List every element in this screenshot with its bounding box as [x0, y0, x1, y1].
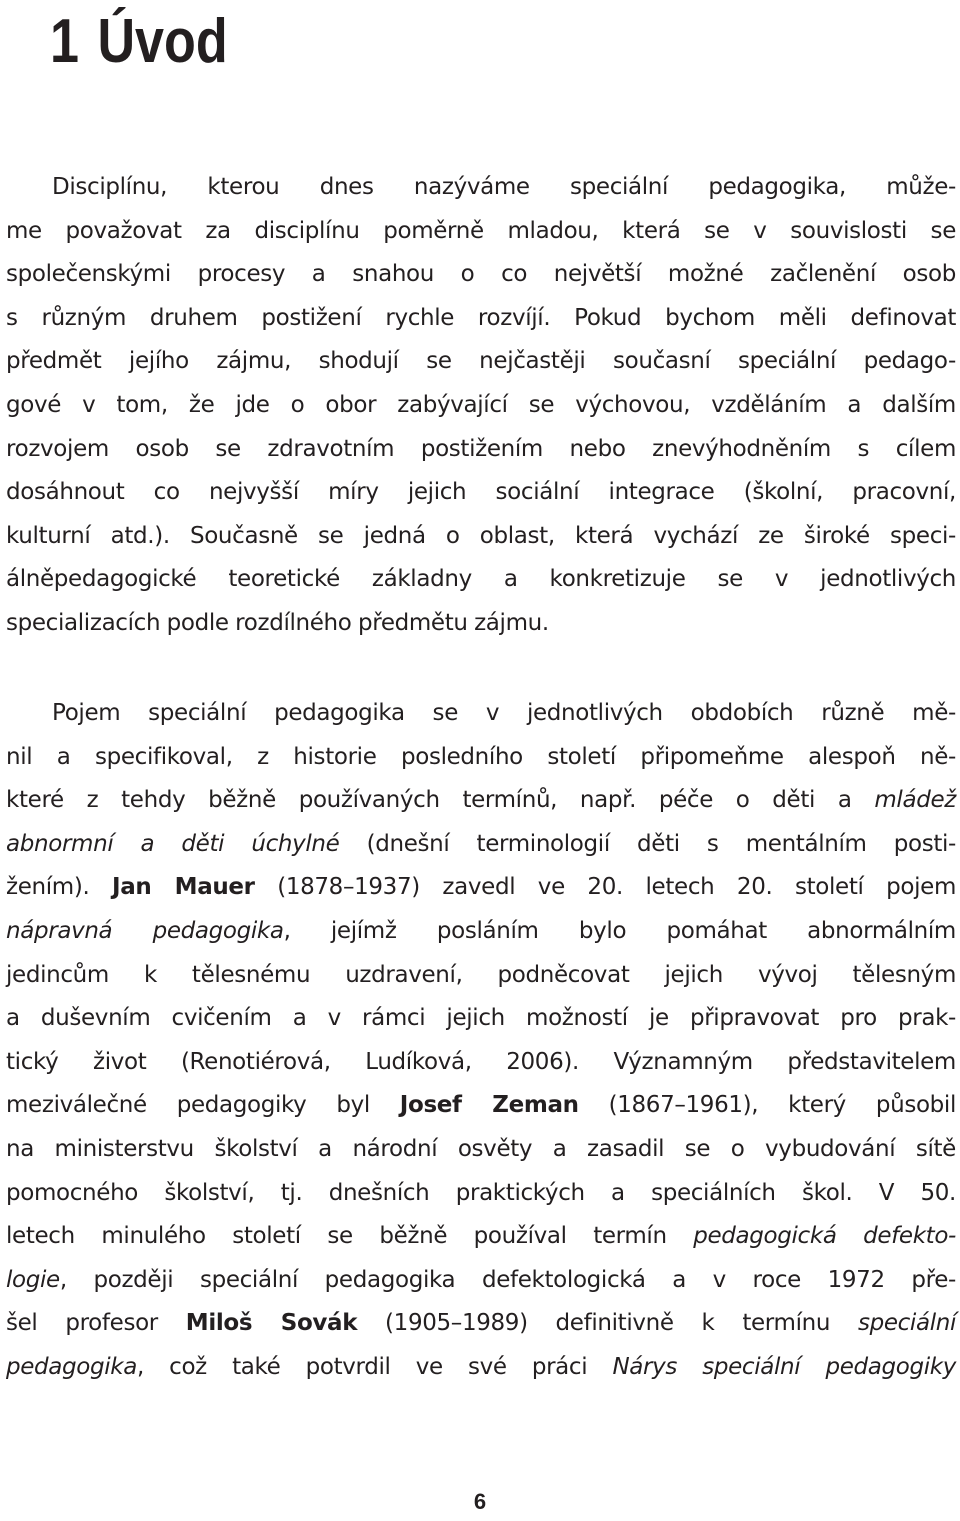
- italic-term: pedagogika: [6, 1353, 138, 1380]
- text-line: nil a specifikoval, z historie posledního století připomeňme alespoň ně-: [6, 743, 956, 770]
- text-line: meziválečné pedagogiky byl Josef Zeman (1867–1961), který působil: [6, 1092, 957, 1119]
- text-line: tický život (Renotiérová, Ludíková, 2006). Významným představitelem: [6, 1048, 956, 1075]
- text-line: specializacích podle rozdílného předmětu zájmu.: [6, 609, 549, 636]
- text-line: šel profesor Miloš Sovák (1905–1989) definitivně k termínu speciální: [6, 1310, 957, 1337]
- text-line: Pojem speciální pedagogika se v jednotlivých obdobích různě mě-: [52, 700, 956, 726]
- italic-term: logie: [6, 1266, 60, 1293]
- text-line: me považovat za disciplínu poměrně mladou, která se v souvislosti se: [6, 217, 956, 244]
- italic-term: nápravná pedagogika: [6, 917, 284, 944]
- chapter-title-text: Úvod: [97, 7, 228, 76]
- paragraph-history: [6, 692, 956, 1390]
- bold-name: Josef Zeman: [399, 1092, 579, 1119]
- page-number: 6: [473, 1489, 487, 1514]
- paragraph-intro: [6, 166, 956, 646]
- text-line: a duševním cvičením a v rámci jejich možností je připravovat pro prak-: [6, 1005, 956, 1032]
- bold-name: Jan Mauer: [112, 874, 255, 901]
- italic-term: mládež: [874, 787, 956, 814]
- text-line: společenskými procesy a snahou o co největší možné začlenění osob: [6, 261, 956, 288]
- text-line: s různým druhem postižení rychle rozvíjí. Pokud bychom měli definovat: [6, 304, 956, 331]
- text-line: předmět jejího zájmu, shodují se nejčastěji současní speciální pedago-: [6, 348, 956, 375]
- italic-term: Nárys speciální pedagogiky: [612, 1353, 956, 1380]
- text-line: nápravná pedagogika, jejímž posláním bylo pomáhat abnormálním: [6, 917, 956, 944]
- text-line: gové v tom, že jde o obor zabývající se výchovou, vzděláním a dalším: [6, 391, 956, 418]
- text-line: rozvojem osob se zdravotním postižením nebo znevýhodněním s cílem: [6, 435, 956, 462]
- text-line: pomocného školství, tj. dnešních praktických a speciálních škol. V 50.: [6, 1179, 956, 1206]
- italic-term: speciální: [857, 1310, 957, 1337]
- text-line: dosáhnout co nejvyšší míry jejich sociální integrace (školní, pracovní,: [6, 479, 956, 506]
- text-line: logie, později speciální pedagogika defektologická a v roce 1972 pře-: [6, 1266, 956, 1293]
- text-line: žením). Jan Mauer (1878–1937) zavedl ve 20. letech 20. století pojem: [6, 874, 956, 901]
- chapter-title: [50, 2, 228, 82]
- text-line: letech minulého století se běžně používal termín pedagogická defekto-: [6, 1223, 957, 1250]
- text-line: kulturní atd.). Současně se jedná o oblast, která vychází ze široké speci-: [6, 522, 956, 549]
- chapter-number: 1: [50, 7, 79, 76]
- italic-term: pedagogická defekto-: [693, 1223, 957, 1250]
- text-line: álněpedagogické teoretické základny a konkretizuje se v jednotlivých: [6, 566, 956, 593]
- text-line: Disciplínu, kterou dnes nazýváme speciální pedagogika, může-: [52, 174, 956, 200]
- text-line: jedincům k tělesnému uzdravení, podněcovat jejich vývoj tělesným: [6, 961, 956, 988]
- text-line: pedagogika, což také potvrdil ve své práci Nárys speciální pedagogiky: [6, 1353, 956, 1380]
- text-line: abnormní a děti úchylné (dnešní terminologií děti s mentálním posti-: [6, 830, 956, 857]
- italic-term: abnormní a děti úchylné: [6, 830, 340, 857]
- text-line: které z tehdy běžně používaných termínů, např. péče o děti a mládež: [6, 787, 956, 814]
- bold-name: Miloš Sovák: [185, 1310, 358, 1337]
- text-line: na ministerstvu školství a národní osvěty a zasadil se o vybudování sítě: [6, 1135, 956, 1162]
